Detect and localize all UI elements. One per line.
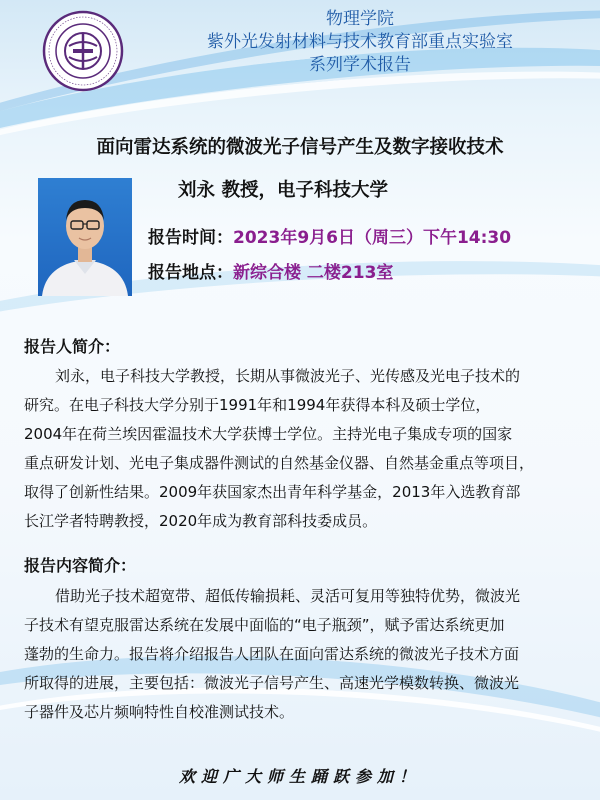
talk-time — [148, 223, 511, 248]
series-name: 系列学术报告 — [309, 55, 411, 75]
abstract-line: 蓬勃的生命力。报告将介绍报告人团队在面向雷达系统的微波光子技术方面 — [24, 645, 520, 663]
place-value: 新综合楼 二楼213室 — [233, 263, 394, 283]
abstract-line: 所取得的进展，主要包括：微波光子信号产生、高速光学模数转换、微波光 — [24, 674, 520, 692]
abstract-line: 子器件及芯片频响特性自校准测试技术。 — [24, 703, 295, 721]
lab-header — [150, 8, 570, 77]
bio-line: 取得了创新性结果。2009年获国家杰出青年科学基金，2013年入选教育部 — [24, 483, 521, 501]
abstract-heading: 报告内容简介： — [24, 556, 137, 575]
school-name: 物理学院 — [326, 9, 394, 29]
place-label: 报告地点： — [148, 263, 233, 283]
abstract-line: 子技术有望克服雷达系统在发展中面临的“电子瓶颈”，赋予雷达系统更加 — [24, 616, 505, 634]
bio-line: 2004年在荷兰埃因霍温技术大学获博士学位。主持光电子集成专项的国家 — [24, 425, 513, 443]
welcome-message: 欢迎广大师生踊跃参加！ — [178, 767, 421, 786]
bio-line: 重点研发计划、光电子集成器件测试的自然基金仪器、自然基金重点等项目， — [24, 454, 535, 472]
time-label: 报告时间： — [148, 228, 233, 248]
speaker-photo — [38, 178, 132, 296]
bio-line: 长江学者特聘教授，2020年成为教育部科技委成员。 — [24, 512, 378, 530]
talk-place — [148, 258, 393, 283]
speaker-name: 刘永 教授，电子科技大学 — [178, 180, 388, 201]
university-seal-icon — [42, 10, 124, 92]
abstract-paragraph — [24, 582, 584, 727]
bio-paragraph — [24, 362, 584, 536]
bio-line: 研究。在电子科技大学分别于1991年和1994年获得本科及硕士学位， — [24, 396, 491, 414]
bio-line: 刘永，电子科技大学教授，长期从事微波光子、光传感及光电子技术的 — [55, 367, 521, 385]
lab-name: 紫外光发射材料与技术教育部重点实验室 — [207, 32, 513, 52]
abstract-line: 借助光子技术超宽带、超低传输损耗、灵活可复用等独特优势，微波光 — [55, 587, 521, 605]
time-value: 2023年9月6日（周三）下午14:30 — [233, 228, 512, 248]
talk-title: 面向雷达系统的微波光子信号产生及数字接收技术 — [96, 137, 504, 158]
bio-heading: 报告人简介： — [24, 337, 121, 356]
